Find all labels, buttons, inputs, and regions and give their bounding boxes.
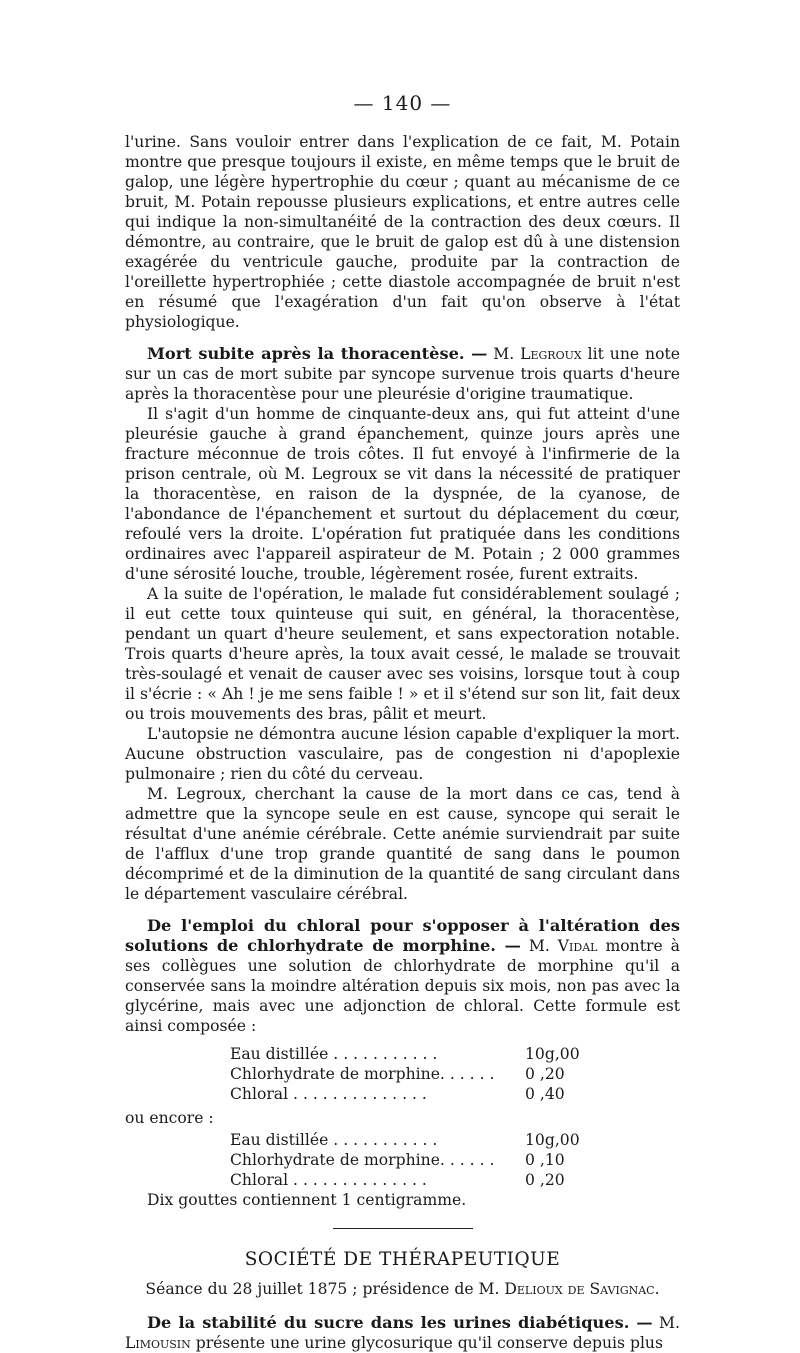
section-divider xyxy=(333,1228,473,1229)
formula-table-1 xyxy=(230,1044,585,1104)
formula-row: Eau distillée . . . . . . . . . . . 10g,00 xyxy=(230,1045,580,1063)
sucre-author-prefix: M. xyxy=(652,1314,680,1332)
formula-table-2 xyxy=(230,1130,585,1190)
formula-row: Chlorhydrate de morphine. . . . . . 0 ,10 xyxy=(230,1151,565,1169)
mort-text: lit une note sur un cas de mort subite par syncope survenue trois quarts d'heure après la thoracentèse pour une pleurésie d'origine traumatique. xyxy=(125,345,680,403)
chloral-text: montre à ses collègues une solution de chlorhydrate de morphine qu'il a conservée sans la moindre altération depuis six mois, non pas avec la glycérine, mais avec une adjonction de chloral. Cette formule est ainsi composée : xyxy=(125,937,680,1035)
page-number: — 140 — xyxy=(353,91,452,115)
chloral-author: Vidal xyxy=(557,937,598,955)
formula-row: Chloral . . . . . . . . . . . . . . 0 ,20 xyxy=(230,1171,565,1189)
chloral-heading: De l'emploi du chloral pour s'opposer à l'altération des solutions de chlorhydrate de morphine. — xyxy=(125,916,680,955)
formula-row: Chlorhydrate de morphine. . . . . . 0 ,20 xyxy=(230,1065,565,1083)
seance-prefix: Séance du 28 juillet 1875 ; présidence de M. xyxy=(145,1280,505,1298)
or-text: ou encore : xyxy=(125,1109,214,1127)
chloral-paragraph xyxy=(125,916,680,1036)
sucre-paragraph xyxy=(125,1313,680,1353)
mort-author: Legroux xyxy=(520,345,582,363)
society-title: SOCIÉTÉ DE THÉRAPEUTIQUE xyxy=(244,1249,561,1270)
mort-paragraph-5: M. Legroux, cherchant la cause de la mort dans ce cas, tend à admettre que la syncope seule en est cause, syncope qui serait le résultat d'une anémie cérébrale. Cette anémie surviendrait par suite de l'afflux d'une trop grande quantité de sang dans le poumon décomprimé et de la diminution de la quantité de sang circulant dans le département vasculaire cérébral. xyxy=(125,785,680,903)
formula-row: Chloral . . . . . . . . . . . . . . 0 ,40 xyxy=(230,1085,565,1103)
mort-author-prefix: M. xyxy=(487,345,521,363)
intro-paragraph: l'urine. Sans vouloir entrer dans l'explication de ce fait, M. Potain montre que presque toujours il existe, en même temps que le bruit de galop, une légère hypertrophie du cœur ; quant au mécanisme de ce bruit, M. Potain repousse plusieurs explications, et entre autres celle qui indique la non-simultanéité de la contraction des deux cœurs. Il démontre, au contraire, que le bruit de galop est dû à une distension exagérée du ventricule gauche, produite par la contraction de l'oreillette hypertrophiée ; cette diastole accompagnée de bruit n'est en résumé que l'exagération d'un fait qu'on observe à l'état physiologique. xyxy=(125,133,680,331)
sucre-heading: De la stabilité du sucre dans les urines diabétiques. — xyxy=(147,1313,653,1332)
mort-subite-heading: Mort subite après la thoracentèse. — xyxy=(147,344,488,363)
sucre-text: présente une urine glycosurique qu'il conserve depuis plus xyxy=(190,1334,663,1352)
seance-line xyxy=(125,1277,680,1301)
drops-note: Dix gouttes contiennent 1 centigramme. xyxy=(147,1191,467,1209)
president-name: Delioux de Savignac. xyxy=(504,1280,660,1298)
mort-subite-paragraph xyxy=(125,344,680,404)
formula-row: Eau distillée . . . . . . . . . . . 10g,00 xyxy=(230,1131,580,1149)
chloral-author-prefix: M. xyxy=(520,937,558,955)
mort-paragraph-2: Il s'agit d'un homme de cinquante-deux ans, qui fut atteint d'une pleurésie gauche à grand épanchement, quinze jours après une fracture méconnue de trois côtes. Il fut envoyé à l'infirmerie de la prison centrale, où M. Legroux se vit dans la nécessité de pratiquer la thoracentèse, en raison de la dyspnée, de la cyanose, de l'abondance de l'épanchement et surtout du déplacement du cœur, refoulé vers la droite. L'opération fut pratiquée dans les conditions ordinaires avec l'appareil aspirateur de M. Potain ; 2 000 grammes d'une sérosité louche, trouble, légèrement rosée, furent extraits. xyxy=(125,405,680,583)
mort-paragraph-3: A la suite de l'opération, le malade fut considérablement soulagé ; il eut cette toux quinteuse qui suit, en général, la thoracentèse, pendant un quart d'heure seulement, et sans expectoration notable. Trois quarts d'heure après, la toux avait cessé, le malade se trouvait très-soulagé et venait de causer avec ses voisins, lorsque tout à coup il s'écrie : « Ah ! je me sens faible ! » et il s'étend sur son lit, fait deux ou trois mouvements des bras, pâlit et meurt. xyxy=(125,585,680,723)
sucre-author: Limousin xyxy=(125,1334,191,1352)
mort-paragraph-4: L'autopsie ne démontra aucune lésion capable d'expliquer la mort. Aucune obstruction vasculaire, pas de congestion ni d'apoplexie pulmonaire ; rien du côté du cerveau. xyxy=(125,725,680,783)
